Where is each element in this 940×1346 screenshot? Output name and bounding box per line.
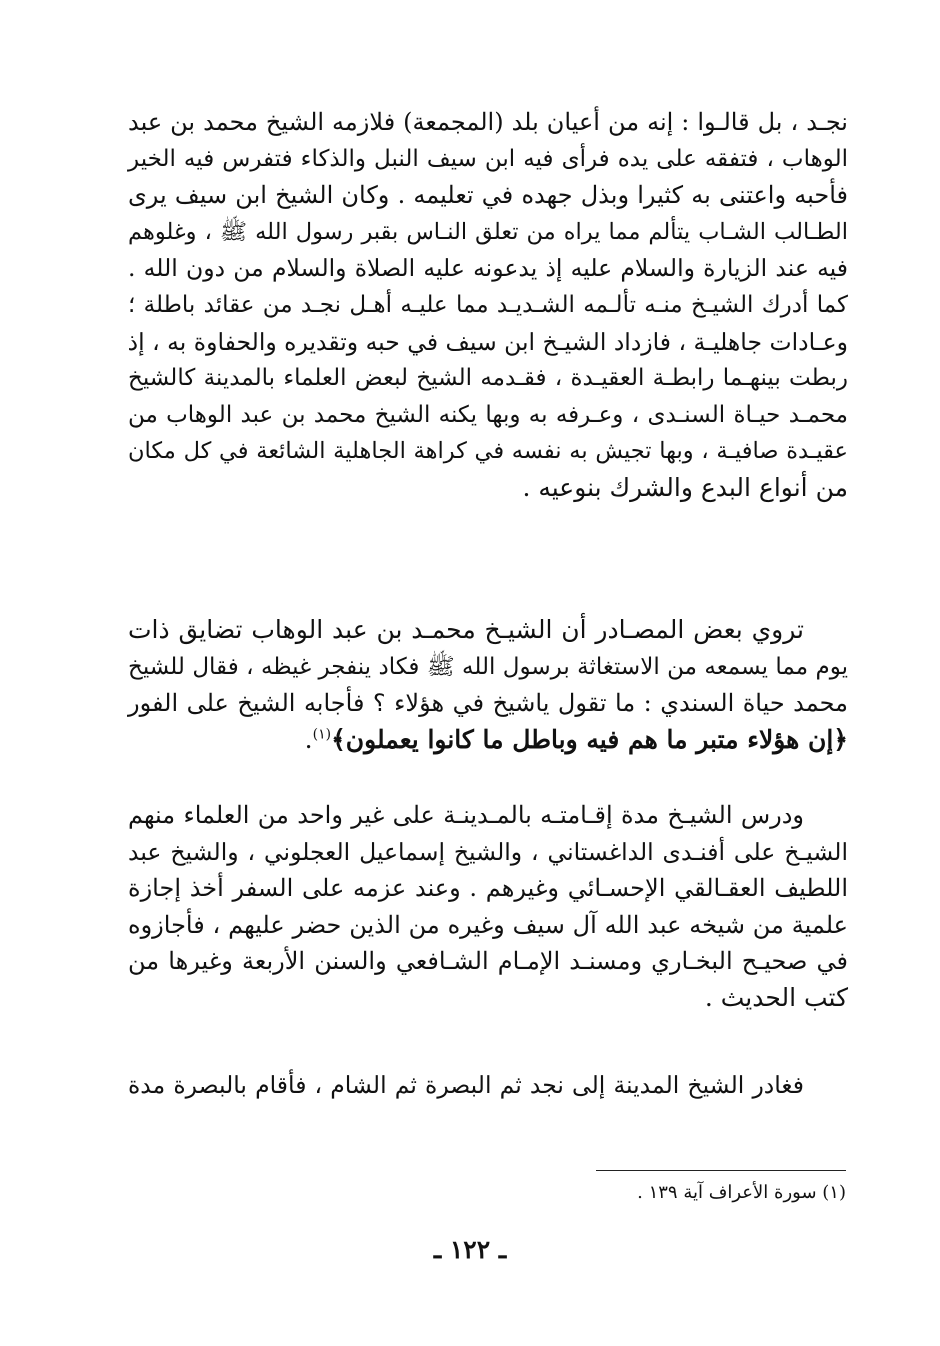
text-line: تروي بعض المصـادر أن الشيـخ محمـد بن عبد الوهاب تضايق ذات — [128, 615, 804, 644]
text-line: يوم مما يسمعه من الاستغاثة برسول الله ﷺ فكاد ينفجر غيظه ، فقال للشيخ — [128, 653, 848, 680]
text-line: فأحبه واعتنى به كثيرا وبذل جهده في تعليمه . وكان الشيخ ابن سيف يرى — [128, 181, 848, 210]
text-line: من أنواع البدع والشرك بنوعيه . — [522, 472, 848, 502]
text-line: محمـد حيـاة السنـدى ، وعـرفه به وبها يكنه الشيخ محمد بن عبد الوهاب من — [128, 401, 848, 428]
text-line: في صحيـح البخـاري ومسنـد الإمـام الشـافعي والسنن الأربعة وغيرها من — [128, 947, 848, 976]
text-line: الطـالب الشـاب يتألم مما يراه من تعلق النـاس بقبر رسول الله ﷺ ، وغلوهم — [128, 218, 848, 245]
text-line: الوهاب ، فتفقه على يده فرأى فيه ابن سيف النبل والذكاء فتفرس فيه الخير — [128, 145, 848, 172]
paragraph-4 — [128, 1067, 848, 1104]
paragraph-2 — [128, 612, 848, 758]
footnote: (١) سورة الأعراف آية ١٣٩ . — [637, 1182, 846, 1203]
text-line: علمية من شيخه عبد الله آل سيف وغيره من الذين حضر عليهم ، فأجازوه — [128, 910, 848, 939]
footnote-marker: (١) — [312, 726, 332, 743]
text-line: ربطت بينهـما رابطـة العقيـدة ، فقـدمه الشيخ لبعض العلماء بالمدينة كالشيخ — [128, 365, 848, 392]
page-number: ـ ١٢٢ ـ — [433, 1235, 507, 1264]
paragraph-3 — [128, 797, 848, 1017]
quote-end: . — [304, 724, 313, 754]
text-line: الشيـخ على أفنـدى الداغستاني ، والشيخ إسماعيل العجلوني ، والشيخ عبد — [128, 837, 848, 866]
quran-quote: ﴿إن هؤلاء متبر ما هم فيه وباطل ما كانوا يعملون﴾ — [331, 724, 848, 754]
quran-quote-line — [128, 722, 848, 759]
text-line: عقيـدة صافيـة ، وبها تجيش به نفسه في كراهة الجاهلية الشائعة في كل مكان — [128, 438, 848, 465]
text-line: وعـادات جاهليـة ، فازداد الشيـخ ابن سيف في حبه وتقديره والحفاوة به ، إذ — [127, 327, 848, 356]
paragraph-1 — [128, 104, 848, 507]
text-line: كما أدرك الشيـخ منـه تألـمه الشـديـد مما عليـه أهـل نجـد من عقائد باطلة ؛ — [128, 291, 848, 318]
text-line: اللطيف العقـالقي الإحسـائي وغيرهم . وعند عزمه على السفر أخذ إجازة — [128, 874, 848, 903]
footnote-divider — [596, 1170, 846, 1171]
text-line: فغادر الشيخ المدينة إلى نجد ثم البصرة ثم الشام ، فأقام بالبصرة مدة — [128, 1071, 804, 1099]
text-line: ودرس الشيـخ مدة إقـامتـه بالمـدينـة على غير واحد من العلماء منهم — [128, 801, 804, 829]
text-line: نجـد ، بل قالـوا : إنه من أعيان بلد (المجمعة) فلازمه الشيخ محمد بن عبد — [128, 108, 848, 136]
text-line: كتب الحديث . — [704, 982, 848, 1012]
text-line: فيه عند الزيارة والسلام عليه إذ يدعونه عليه الصلاة والسلام من دون الله . — [128, 254, 848, 283]
text-line: محمد حياة السندي : ما تقول ياشيخ في هؤلاء ؟ فأجابه الشيخ على الفور — [128, 689, 848, 718]
